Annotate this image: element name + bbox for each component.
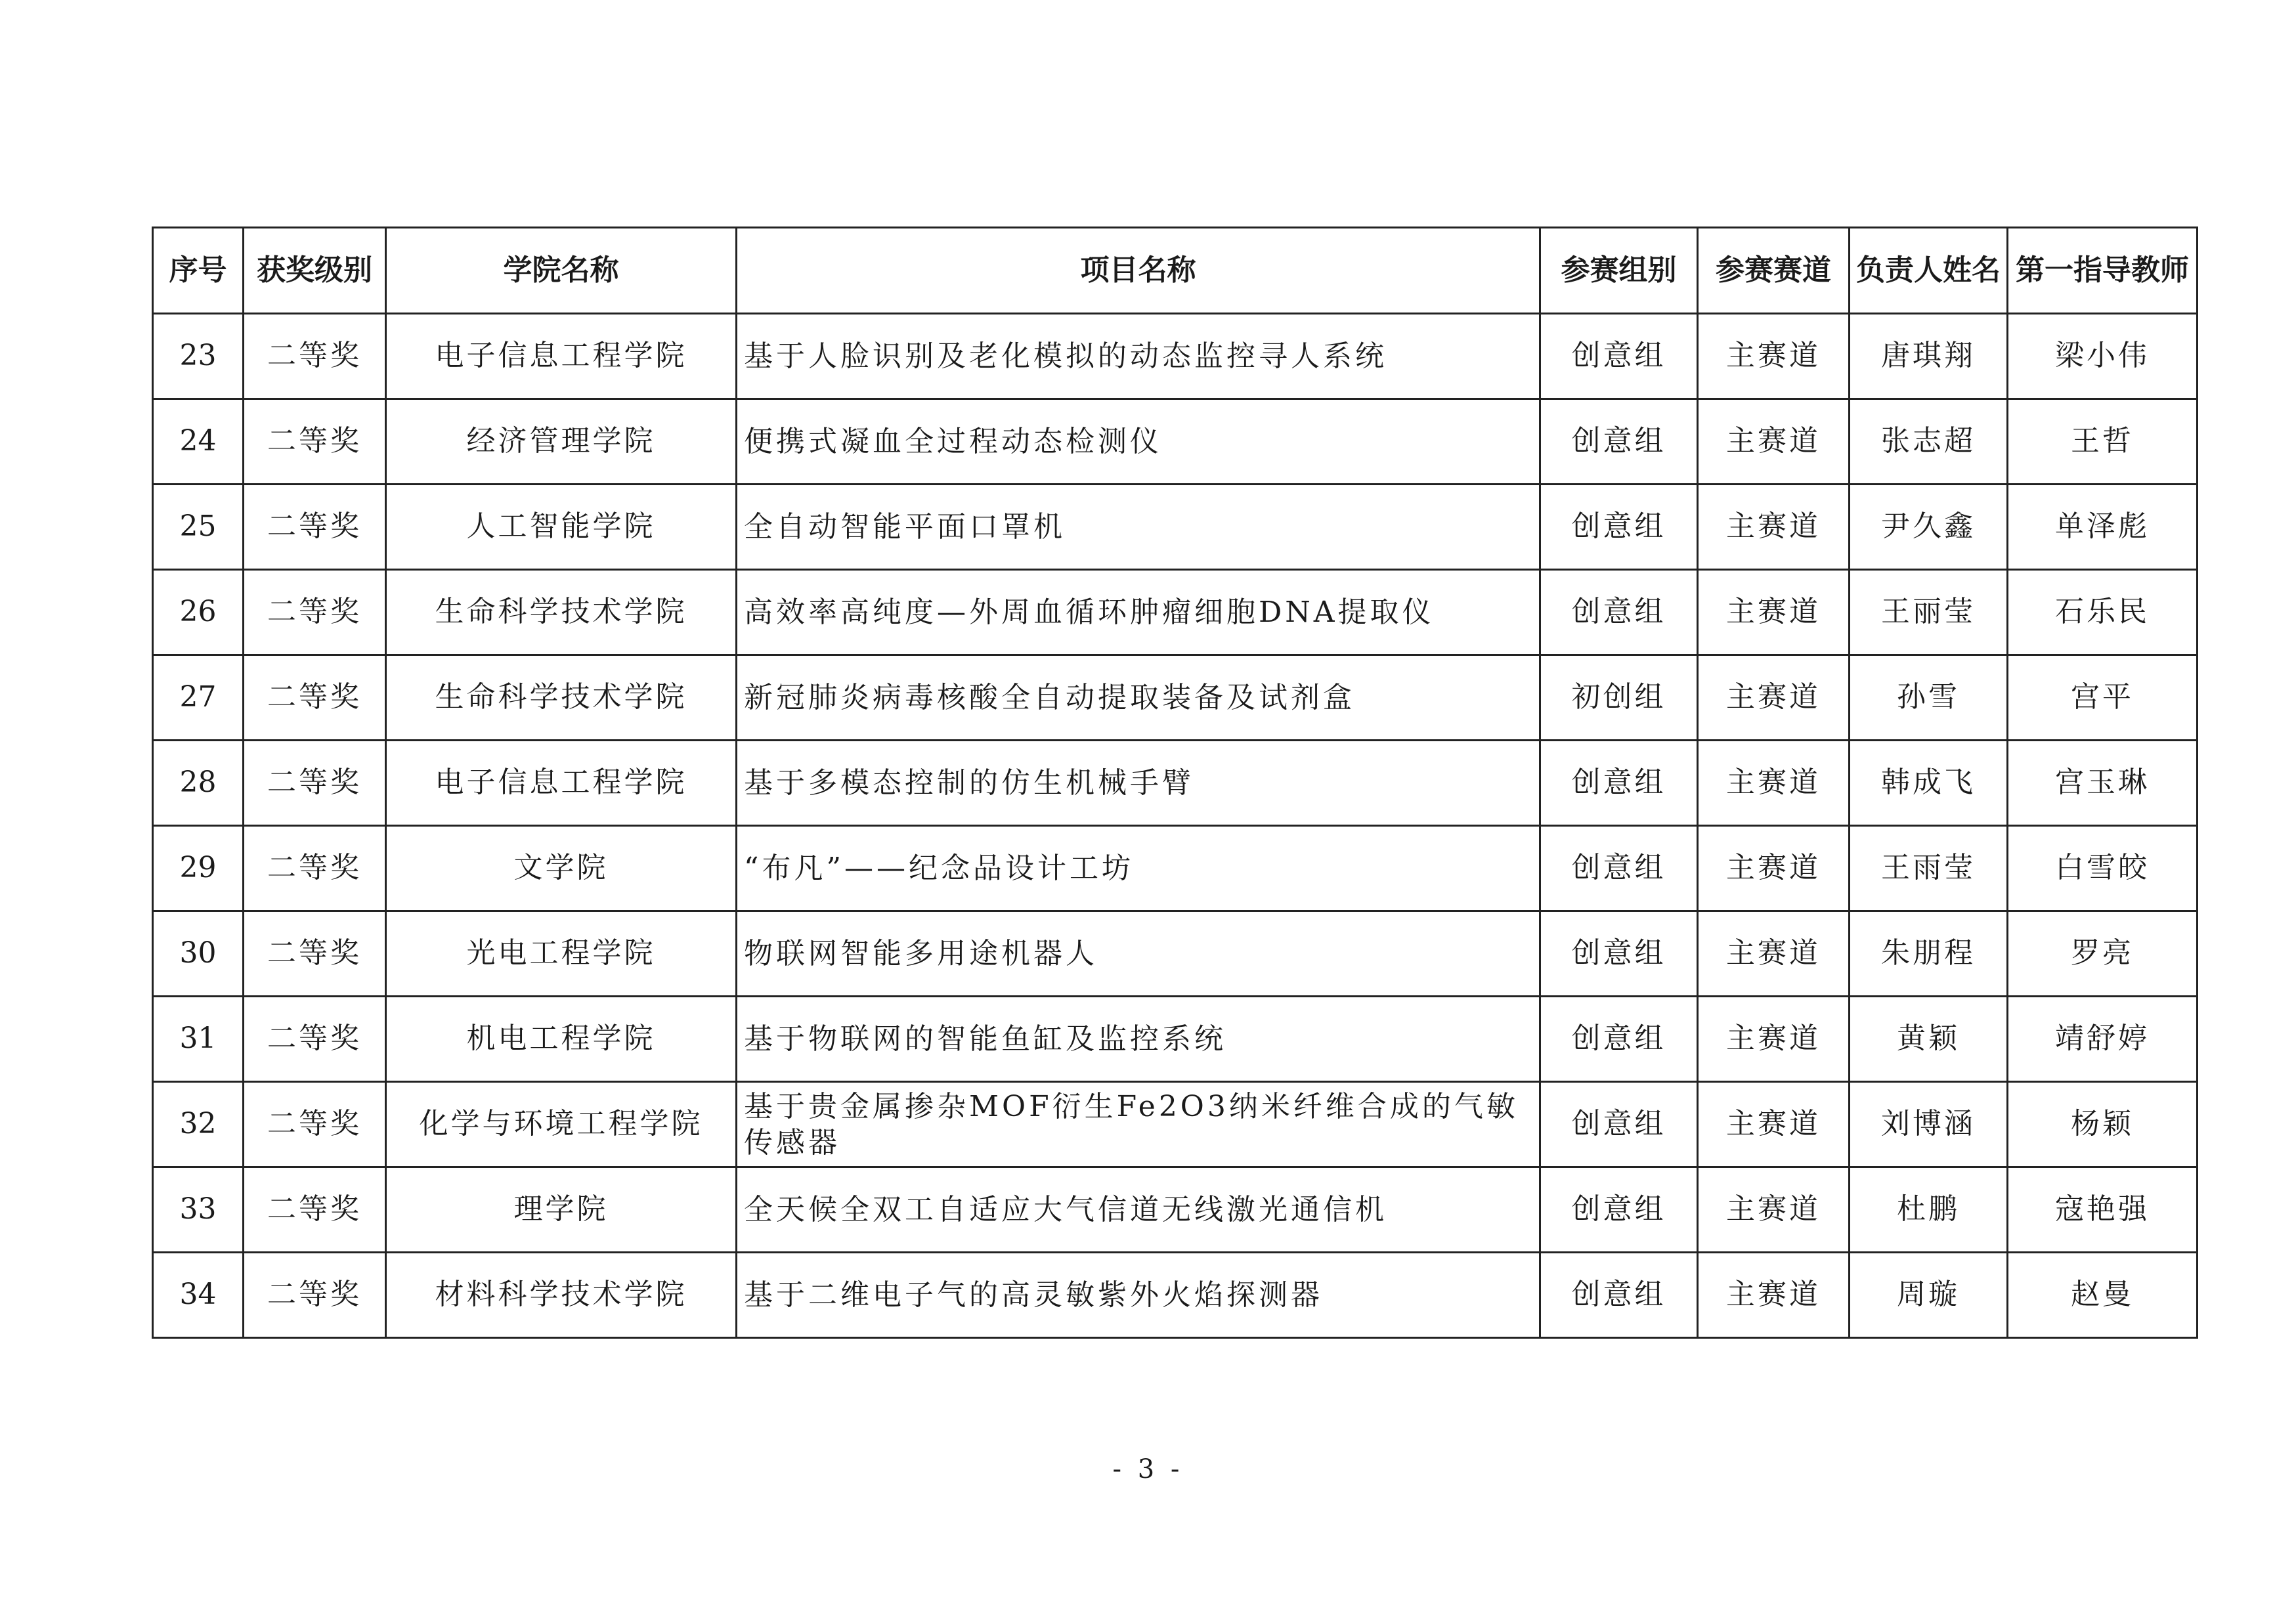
cell-college: 化学与环境工程学院 — [386, 1082, 737, 1167]
cell-project: 基于二维电子气的高灵敏紫外火焰探测器 — [737, 1253, 1540, 1338]
cell-college: 理学院 — [386, 1167, 737, 1253]
cell-award-level: 二等奖 — [244, 911, 386, 997]
cell-track: 主赛道 — [1698, 997, 1850, 1082]
cell-award-level: 二等奖 — [244, 1253, 386, 1338]
cell-index: 31 — [153, 997, 244, 1082]
cell-leader: 尹久鑫 — [1850, 485, 2008, 570]
page-number: - 3 - — [1112, 1454, 1184, 1484]
cell-advisor: 赵曼 — [2008, 1253, 2198, 1338]
cell-group: 创意组 — [1540, 1167, 1698, 1253]
cell-project: 基于物联网的智能鱼缸及监控系统 — [737, 997, 1540, 1082]
cell-advisor: 杨颖 — [2008, 1082, 2198, 1167]
cell-index: 27 — [153, 655, 244, 741]
cell-track: 主赛道 — [1698, 1167, 1850, 1253]
cell-advisor: 石乐民 — [2008, 570, 2198, 655]
table-header-row — [153, 228, 2198, 314]
table-row — [153, 911, 2198, 997]
cell-college: 文学院 — [386, 826, 737, 911]
cell-track: 主赛道 — [1698, 485, 1850, 570]
cell-leader: 韩成飞 — [1850, 741, 2008, 826]
cell-group: 创意组 — [1540, 570, 1698, 655]
cell-project: 基于人脸识别及老化模拟的动态监控寻人系统 — [737, 314, 1540, 399]
cell-track: 主赛道 — [1698, 314, 1850, 399]
cell-track: 主赛道 — [1698, 741, 1850, 826]
cell-leader: 黄颖 — [1850, 997, 2008, 1082]
cell-college: 人工智能学院 — [386, 485, 737, 570]
cell-award-level: 二等奖 — [244, 741, 386, 826]
cell-project: 全天候全双工自适应大气信道无线激光通信机 — [737, 1167, 1540, 1253]
cell-award-level: 二等奖 — [244, 655, 386, 741]
table-row — [153, 570, 2198, 655]
cell-index: 23 — [153, 314, 244, 399]
cell-leader: 周璇 — [1850, 1253, 2008, 1338]
header-index: 序号 — [153, 228, 244, 314]
cell-index: 29 — [153, 826, 244, 911]
cell-project: 基于贵金属掺杂MOF衍生Fe2O3纳米纤维合成的气敏传感器 — [737, 1082, 1540, 1167]
table-row — [153, 399, 2198, 485]
cell-advisor: 宫平 — [2008, 655, 2198, 741]
header-leader: 负责人姓名 — [1850, 228, 2008, 314]
table-row — [153, 314, 2198, 399]
cell-group: 创意组 — [1540, 485, 1698, 570]
cell-group: 初创组 — [1540, 655, 1698, 741]
cell-leader: 刘博涵 — [1850, 1082, 2008, 1167]
cell-group: 创意组 — [1540, 997, 1698, 1082]
cell-track: 主赛道 — [1698, 570, 1850, 655]
cell-leader: 杜鹏 — [1850, 1167, 2008, 1253]
cell-track: 主赛道 — [1698, 399, 1850, 485]
header-project: 项目名称 — [737, 228, 1540, 314]
header-award-level: 获奖级别 — [244, 228, 386, 314]
cell-group: 创意组 — [1540, 399, 1698, 485]
cell-college: 电子信息工程学院 — [386, 314, 737, 399]
cell-advisor: 寇艳强 — [2008, 1167, 2198, 1253]
cell-index: 25 — [153, 485, 244, 570]
table-row — [153, 997, 2198, 1082]
cell-group: 创意组 — [1540, 1082, 1698, 1167]
cell-advisor: 白雪皎 — [2008, 826, 2198, 911]
cell-group: 创意组 — [1540, 314, 1698, 399]
cell-project: 便携式凝血全过程动态检测仪 — [737, 399, 1540, 485]
cell-project: 高效率高纯度—外周血循环肿瘤细胞DNA提取仪 — [737, 570, 1540, 655]
cell-project: 基于多模态控制的仿生机械手臂 — [737, 741, 1540, 826]
cell-index: 30 — [153, 911, 244, 997]
cell-advisor: 王哲 — [2008, 399, 2198, 485]
table-row — [153, 1253, 2198, 1338]
header-advisor: 第一指导教师 — [2008, 228, 2198, 314]
cell-index: 24 — [153, 399, 244, 485]
cell-advisor: 罗亮 — [2008, 911, 2198, 997]
cell-award-level: 二等奖 — [244, 1167, 386, 1253]
cell-award-level: 二等奖 — [244, 314, 386, 399]
cell-project: “布凡”——纪念品设计工坊 — [737, 826, 1540, 911]
cell-group: 创意组 — [1540, 911, 1698, 997]
header-track: 参赛赛道 — [1698, 228, 1850, 314]
cell-track: 主赛道 — [1698, 826, 1850, 911]
cell-group: 创意组 — [1540, 826, 1698, 911]
cell-college: 生命科学技术学院 — [386, 655, 737, 741]
cell-college: 电子信息工程学院 — [386, 741, 737, 826]
cell-group: 创意组 — [1540, 1253, 1698, 1338]
cell-track: 主赛道 — [1698, 655, 1850, 741]
cell-project: 新冠肺炎病毒核酸全自动提取装备及试剂盒 — [737, 655, 1540, 741]
cell-college: 经济管理学院 — [386, 399, 737, 485]
table-row — [153, 741, 2198, 826]
cell-college: 材料科学技术学院 — [386, 1253, 737, 1338]
cell-project: 全自动智能平面口罩机 — [737, 485, 1540, 570]
cell-track: 主赛道 — [1698, 911, 1850, 997]
cell-college: 机电工程学院 — [386, 997, 737, 1082]
cell-index: 34 — [153, 1253, 244, 1338]
cell-leader: 张志超 — [1850, 399, 2008, 485]
cell-leader: 王雨莹 — [1850, 826, 2008, 911]
table-row — [153, 1167, 2198, 1253]
cell-index: 33 — [153, 1167, 244, 1253]
table-row — [153, 485, 2198, 570]
cell-award-level: 二等奖 — [244, 570, 386, 655]
header-group: 参赛组别 — [1540, 228, 1698, 314]
cell-award-level: 二等奖 — [244, 399, 386, 485]
cell-award-level: 二等奖 — [244, 1082, 386, 1167]
cell-advisor: 单泽彪 — [2008, 485, 2198, 570]
cell-index: 32 — [153, 1082, 244, 1167]
cell-award-level: 二等奖 — [244, 485, 386, 570]
cell-advisor: 梁小伟 — [2008, 314, 2198, 399]
header-college: 学院名称 — [386, 228, 737, 314]
cell-track: 主赛道 — [1698, 1253, 1850, 1338]
awards-table — [152, 227, 2198, 1339]
table-row — [153, 1082, 2198, 1167]
cell-leader: 朱朋程 — [1850, 911, 2008, 997]
cell-advisor: 宫玉琳 — [2008, 741, 2198, 826]
table-row — [153, 655, 2198, 741]
cell-award-level: 二等奖 — [244, 826, 386, 911]
cell-college: 生命科学技术学院 — [386, 570, 737, 655]
cell-index: 26 — [153, 570, 244, 655]
cell-leader: 王丽莹 — [1850, 570, 2008, 655]
cell-leader: 孙雪 — [1850, 655, 2008, 741]
cell-award-level: 二等奖 — [244, 997, 386, 1082]
cell-index: 28 — [153, 741, 244, 826]
cell-leader: 唐琪翔 — [1850, 314, 2008, 399]
cell-project: 物联网智能多用途机器人 — [737, 911, 1540, 997]
cell-group: 创意组 — [1540, 741, 1698, 826]
cell-advisor: 靖舒婷 — [2008, 997, 2198, 1082]
table-row — [153, 826, 2198, 911]
cell-track: 主赛道 — [1698, 1082, 1850, 1167]
cell-college: 光电工程学院 — [386, 911, 737, 997]
